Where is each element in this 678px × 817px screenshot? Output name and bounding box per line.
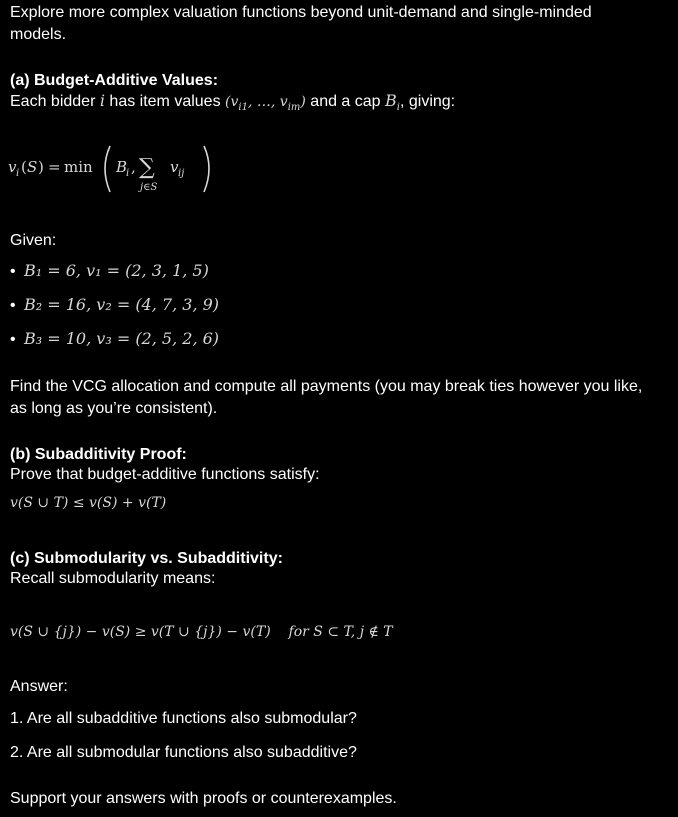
bidder-2: B₂ = 16, v₂ = (4, 7, 3, 9) xyxy=(24,295,220,314)
svg-text:∑: ∑ xyxy=(139,155,155,180)
svg-text:i: i xyxy=(126,168,130,179)
svg-text:,: , xyxy=(131,158,136,176)
intro-paragraph xyxy=(10,2,670,46)
formula-lhs: v xyxy=(8,158,17,176)
budget-additive-formula xyxy=(8,142,248,208)
svg-text:v: v xyxy=(170,158,179,176)
vcg-task: Find the VCG allocation and compute all payments (you may break ties however you like, as long as you’re consistent). xyxy=(10,378,643,417)
question-1: 1. Are all subadditive functions also submodular? xyxy=(10,710,357,727)
part-c-text: Recall submodularity means: xyxy=(10,570,216,587)
bidder-1: B₁ = 6, v₁ = (2, 3, 1, 5) xyxy=(24,261,209,280)
item-values-vector: ($v_{i1}$, …, $v_{im}$) xyxy=(225,94,306,113)
submodularity-condition: for S ⊂ T, j ∉ T xyxy=(288,624,393,640)
var-i: i xyxy=(99,91,105,110)
cap-var: $B_i$ xyxy=(385,91,400,114)
part-a-description: Each bidder i has item values ($v_{i1}$, …, $v_{im}$) and a cap $B_i$, giving: xyxy=(10,91,456,114)
part-c-heading: (c) Submodularity vs. Subadditivity: xyxy=(10,550,283,567)
intro-line-2: models. xyxy=(10,26,67,43)
bidder-3: B₃ = 10, v₃ = (2, 5, 2, 6) xyxy=(24,329,220,348)
svg-text:i: i xyxy=(16,168,20,179)
closing-text: Support your answers with proofs or counterexamples. xyxy=(10,790,397,807)
answer-label: Answer: xyxy=(10,678,68,695)
svg-text:S: S xyxy=(27,158,38,176)
bullet: • xyxy=(10,297,16,314)
bullet: • xyxy=(10,263,16,280)
part-b-text: Prove that budget-additive functions satisfy: xyxy=(10,466,320,483)
list-item xyxy=(10,294,670,328)
svg-text:=: = xyxy=(48,158,61,176)
bullet: • xyxy=(10,331,16,348)
list-item xyxy=(10,260,670,294)
submodularity-formula: v(S ∪ {j}) − v(S) ≥ v(T ∪ {j}) − v(T) for S ⊂ T, j ∉ T xyxy=(10,624,393,640)
formula-sum-index: j∈S xyxy=(140,182,158,193)
part-b-heading: (b) Subadditivity Proof: xyxy=(10,446,187,463)
list-item xyxy=(10,328,670,362)
formula-min: min xyxy=(64,158,93,176)
svg-text:(: ( xyxy=(21,158,27,176)
part-a-heading: (a) Budget-Additive Values: xyxy=(10,72,219,89)
bidder-list xyxy=(10,260,670,362)
subadditivity-formula: v(S ∪ T) ≤ v(S) + v(T) xyxy=(10,495,167,511)
svg-text:ij: ij xyxy=(178,168,185,179)
question-2: 2. Are all submodular functions also subadditive? xyxy=(10,744,357,761)
svg-text:): ) xyxy=(38,158,44,176)
given-label: Given: xyxy=(10,232,57,249)
intro-line-1: Explore more complex valuation functions beyond unit-demand and single-minded xyxy=(10,4,592,21)
svg-text:B: B xyxy=(116,158,128,176)
